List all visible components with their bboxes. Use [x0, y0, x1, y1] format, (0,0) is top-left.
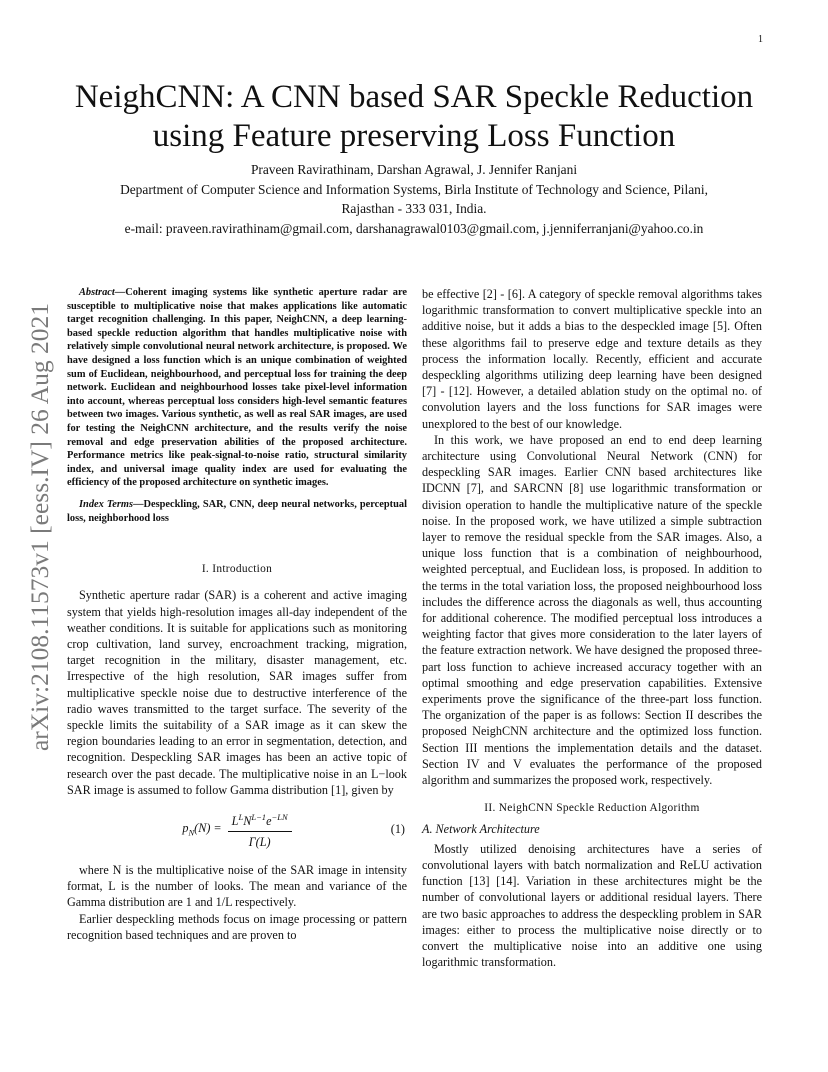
index-terms — [67, 498, 407, 525]
left-column — [67, 286, 407, 943]
affiliation-line-1: Department of Computer Science and Information Systems, Birla Institute of Technology and Science, Pilani, — [120, 181, 708, 197]
author-block — [40, 160, 788, 238]
intro-paragraph-1: Synthetic aperture radar (SAR) is a coherent and active imaging system that yields high-resolution images all-day independent of the weather conditions. It is suitable for applications such as monitoring crop cultivation, land survey, encroachment tracking, migration, target recognition in the military, disaster management, etc. Irrespective of the high resolution, SAR images suffer from multiplicative speckle noise due to destructive interference of the radio waves transmitted to the target surface. The severity of the speckle limits the suitability of a SAR image as it can skew the region boundaries leading to an error in segmentation, detection, and recognition. Despeckling SAR images has been an active topic of research over the past decade. The multiplicative noise in an L−look SAR image is assumed to follow Gamma distribution [1], given by — [67, 588, 407, 797]
section-heading-neighcnn: II. NeighCNN Speckle Reduction Algorithm — [484, 802, 700, 815]
intro-paragraph-2: where N is the multiplicative noise of the SAR image in intensity format, L is the number of looks. The mean and variance of the Gamma distribution are 1 and 1/L respectively. — [67, 862, 407, 910]
arxiv-stamp — [22, 282, 58, 772]
page-number: 1 — [758, 34, 763, 45]
arxiv-stamp-text: arXiv:2108.11573v1 [eess.IV] 26 Aug 2021 — [25, 302, 54, 752]
author-names: Praveen Ravirathinam, Darshan Agrawal, J. Jennifer Ranjani — [250, 162, 578, 177]
section-heading-introduction: I. Introduction — [201, 563, 273, 576]
index-terms-label: Index Terms — [79, 498, 134, 510]
title-line-1: NeighCNN: A CNN based SAR Speckle Reduction — [74, 79, 754, 115]
title-line-2: using Feature preserving Loss Function — [152, 118, 676, 154]
abstract-label: Abstract — [79, 287, 115, 298]
intro-continuation: be effective [2] - [6]. A category of speckle removal algorithms takes logarithmic transformation to convert multiplicative speckle into an additive noise, but it adds a bias to the despeckled image [5]. Often these algorithms fail to preserve edge and texture details as they process the information locally. Recently, efficient and accurate despeckling algorithms utilizing deep learning have been designed [7] - [12]. However, a detailed ablation study on the optimal no. of convolution layers and the loss functions for SAR images were unexplored to the best of our knowledge. — [422, 287, 762, 431]
affiliation-line-2: Rajasthan - 333 031, India. — [341, 201, 487, 216]
intro-paragraph-4: In this work, we have proposed an end to end deep learning architecture using Convolutional Neural Network (CNN) for despeckling SAR images. Earlier CNN based architectures like IDCNN [7], and SARCNN [8] use logarithmic transformation or division operation to handle the multiplicative nature of the speckle noise. In the proposed work, we have utilized a simple subtraction layer to remove the residual speckle from the SAR images. Also, a unique loss function that is a combination of neighbourhood, weighted perceptual, and Euclidean loss, is proposed. In addition to the terms in the total variation loss, the proposed neighbourhood loss includes the difference across the diagonals as well, thus accounting for additional coherence. The modified perceptual loss introduces a weighting factor that gives more consideration to the later layers of the feature extraction network. We have designed the proposed three-part loss function to achieve increased accuracy together with an optimal smoothing and edge preservation capabilities. Extensive experiments prove the significance of the three-part loss function. The organization of the paper is as follows: Section II describes the proposed NeighCNN architecture and the optimized loss function. Section III mentions the implementation details and the dataset. Section IV and V evaluates the performance of the proposed algorithm and summarizes the proposed work, respectively. — [422, 432, 762, 788]
paper-title — [40, 78, 788, 156]
equation-number: (1) — [390, 821, 405, 836]
index-terms-text: —Despeckling, SAR, CNN, deep neural networks, perceptual loss, neighborhood loss — [67, 498, 407, 524]
author-emails: e-mail: praveen.ravirathinam@gmail.com, darshanagrawal0103@gmail.com, j.jenniferranjani@yahoo.co.in — [124, 220, 704, 236]
gamma-pdf-expression: $p_N(N)$ = $\frac{L^LN^{L-1}e^{-LN}}{\Gamma(L)}$ — [182, 809, 291, 850]
intro-paragraph-3: Earlier despeckling methods focus on image processing or pattern recognition based techniques and are proven to — [67, 911, 407, 942]
subsection-heading-network-architecture: A. Network Architecture — [422, 821, 540, 836]
abstract — [67, 286, 407, 490]
equation-1 — [67, 806, 407, 854]
right-column — [422, 286, 762, 970]
network-architecture-paragraph: Mostly utilized denoising architectures have a series of convolutional layers with batch normalization and ReLU activation function [13] [14]. Variation in these architectures might be the number of convolutional layers or additional residual layers. There are two basic approaches to address the despeckling problem in SAR images: either to process the multiplicative noise directly or to convert the multiplicative noise into an additive one using logarithmic transformation. — [422, 841, 762, 970]
abstract-text: —Coherent imaging systems like synthetic aperture radar are susceptible to multiplicative noise that makes applications like automatic target recognition challenging. In this paper, NeighCNN, a deep learning-based speckle reduction algorithm that handles multiplicative noise with relatively simple convolutional neural network architecture, is proposed. We have designed a loss function which is an unique combination of weighted sum of Euclidean, neighbourhood, and perceptual loss for training the deep network. Euclidean and neighbourhood losses take pixel-level information into account, whereas perceptual loss considers high-level semantic features between two images. Various synthetic, as well as real SAR images, are used for testing the NeighCNN architecture, and the results verify the noise removal and edge preservation abilities of the proposed architecture. Performance metrics like peak-signal-to-noise ratio, structural similarity index, and universal image quality index are used for evaluating the efficiency of the proposed architecture on synthetic images. — [67, 287, 407, 489]
